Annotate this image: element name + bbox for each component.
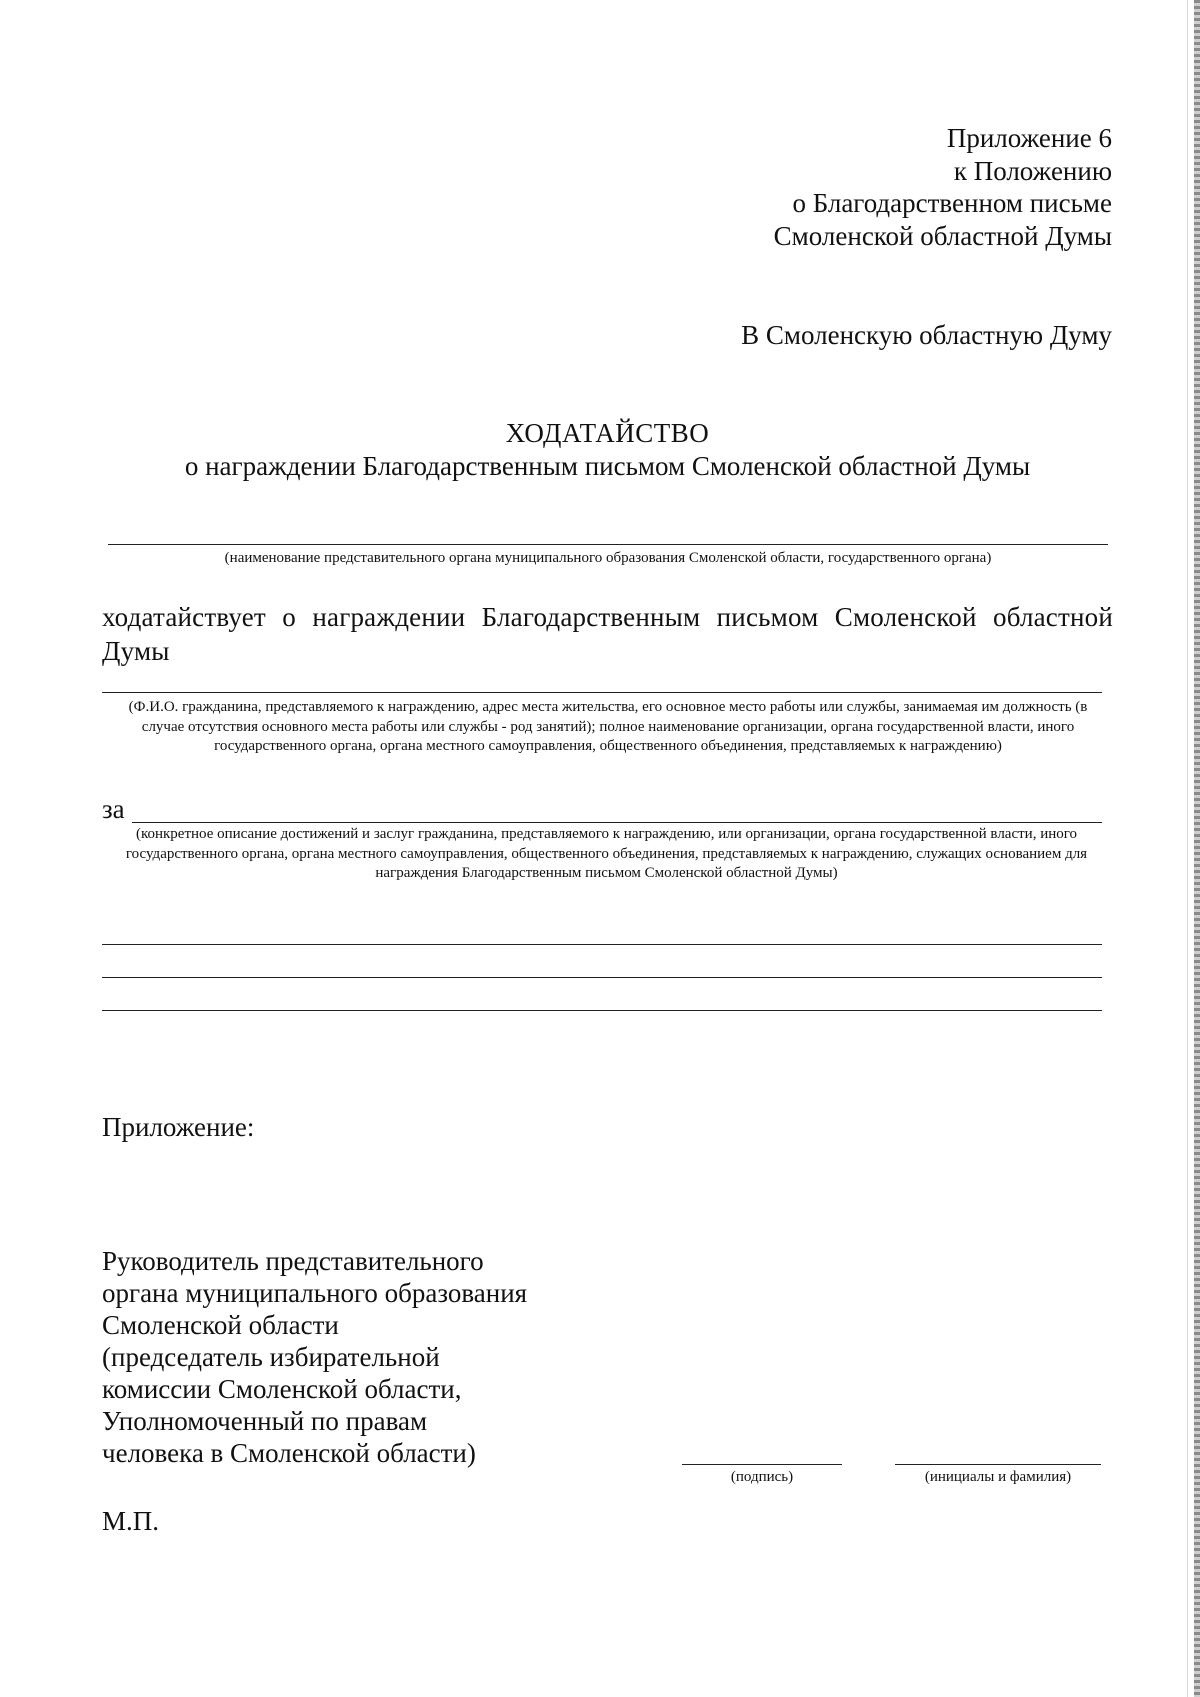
annex-line: к Положению — [953, 155, 1112, 186]
signer-block — [102, 1245, 527, 1469]
signer-line: человека в Смоленской области) — [102, 1438, 476, 1468]
annex-line: Смоленской областной Думы — [773, 220, 1112, 251]
appendix-label: Приложение: — [102, 1112, 255, 1142]
annex-note — [774, 122, 1112, 252]
signer-line: Уполномоченный по правам — [102, 1406, 428, 1436]
signer-line: Руководитель представительного — [102, 1246, 484, 1276]
signer-line: (председатель избирательной — [102, 1342, 440, 1372]
scan-edge — [1194, 0, 1200, 1697]
signer-line: органа муниципального образования — [102, 1278, 528, 1308]
scan-edge-line — [1187, 0, 1188, 1697]
merits-hint: (конкретное описание достижений и заслуг гражданина, представляемого к награждению, или организации, органа государственной власти, иного государственного органа, органа местного самоуправления, общественного объединения, представляемых к награждению, служащих основанием для награждения Благодарственным письмом Смоленской областной Думы) — [125, 826, 1088, 881]
merits-line-extra[interactable] — [102, 1010, 1102, 1011]
signature-caption: (подпись) — [730, 1469, 794, 1485]
petition-text: ходатайствует о награждении Благодарственным письмом Смоленской областной Думы — [102, 602, 1113, 666]
for-label: за — [102, 794, 125, 824]
merits-line-extra[interactable] — [102, 944, 1102, 945]
document-subtitle: о награждении Благодарственным письмом Смоленской областной Думы — [184, 451, 1031, 481]
signer-line: Смоленской области — [102, 1310, 339, 1340]
name-caption: (инициалы и фамилия) — [924, 1469, 1072, 1485]
nominee-hint: (Ф.И.О. гражданина, представляемого к награждению, адрес места жительства, его основное место работы или службы, занимаемая им должность (в случае отсутствия основного места работы или службы - род занятий); полное наименование организации, органа государственной власти, иного государственного органа, органа местного самоуправления, общественного объединения, представляемых к награждению) — [128, 699, 1088, 754]
merits-line[interactable] — [132, 822, 1102, 823]
org-name-line[interactable] — [108, 544, 1108, 545]
signer-line: комиссии Смоленской области, — [102, 1374, 462, 1404]
annex-line: Приложение 6 — [946, 123, 1112, 153]
signature-line[interactable] — [682, 1464, 842, 1465]
org-name-hint: (наименование представительного органа муниципального образования Смоленской области, государственного органа) — [224, 550, 992, 566]
annex-line: о Благодарственном письме — [792, 188, 1112, 218]
seal-mark: М.П. — [102, 1506, 160, 1536]
document-title: ХОДАТАЙСТВО — [505, 418, 710, 448]
addressee: В Смоленскую областную Думу — [741, 320, 1112, 350]
name-line[interactable] — [895, 1464, 1101, 1465]
merits-line-extra[interactable] — [102, 977, 1102, 978]
nominee-line[interactable] — [102, 692, 1102, 693]
